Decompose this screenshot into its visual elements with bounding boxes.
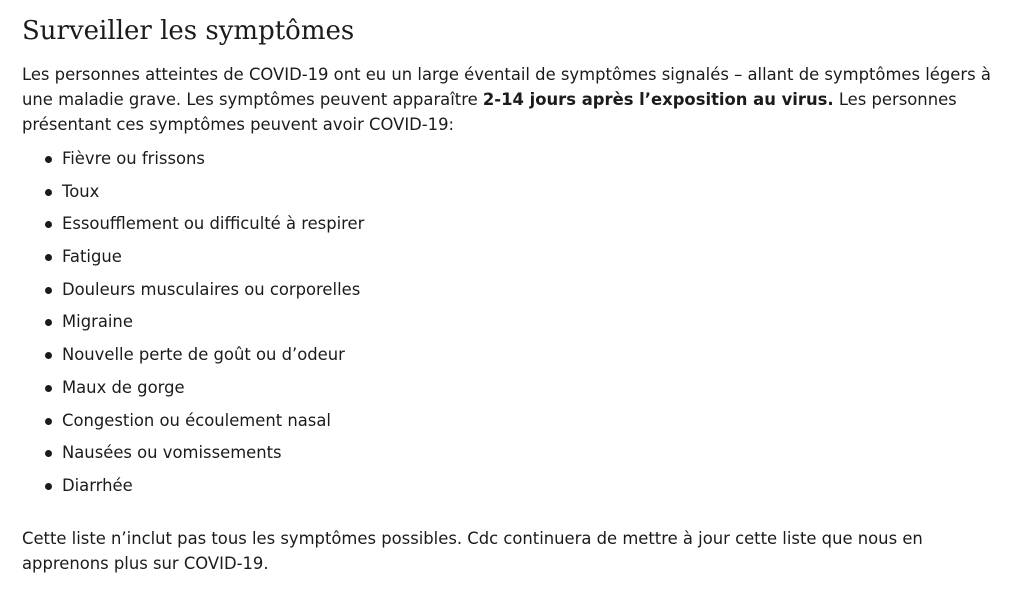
bullet-icon	[45, 319, 52, 326]
list-item	[22, 312, 1012, 345]
list-item	[22, 149, 1012, 182]
intro-text-part2: Les personnes présentant ces symptômes peuvent avoir COVID-19:	[22, 90, 957, 134]
bullet-icon	[45, 385, 52, 392]
symptom-label: Essoufflement ou difficulté à respirer	[62, 214, 365, 234]
symptom-label: Diarrhée	[62, 475, 133, 495]
symptom-label: Fièvre ou frissons	[62, 149, 205, 168]
bullet-icon	[45, 418, 52, 425]
list-item	[22, 411, 1012, 444]
symptom-label: Nausées ou vomissements	[62, 443, 282, 463]
symptoms-section	[22, 12, 1012, 573]
bullet-icon	[45, 483, 52, 490]
list-item	[22, 182, 1012, 215]
bullet-icon	[45, 450, 52, 457]
intro-text-bold: 2-14 jours après l’exposition au virus.	[482, 90, 834, 109]
intro-paragraph	[22, 62, 1012, 137]
symptom-label: Toux	[62, 181, 100, 201]
bullet-icon	[45, 189, 52, 196]
list-item	[22, 443, 1012, 476]
list-item	[22, 378, 1012, 411]
page-title: Surveiller les symptômes	[22, 16, 355, 46]
intro-text-part1: Les personnes atteintes de COVID-19 ont eu un large éventail de symptômes signalés – allant de symptômes légers à une maladie grave. Les symptômes peuvent apparaître	[22, 65, 991, 109]
list-item	[22, 214, 1012, 247]
symptom-label: Nouvelle perte de goût ou d’odeur	[62, 345, 345, 365]
bullet-icon	[45, 352, 52, 359]
bullet-icon	[45, 156, 52, 163]
symptom-label: Douleurs musculaires ou corporelles	[62, 279, 361, 299]
bullet-icon	[45, 287, 52, 294]
list-item	[22, 476, 1012, 509]
symptom-label: Fatigue	[62, 247, 122, 267]
bullet-icon	[45, 221, 52, 228]
list-item	[22, 247, 1012, 280]
footer-paragraph: Cette liste n’inclut pas tous les symptômes possibles. Cdc continuera de mettre à jour cette liste que nous en apprenons plus sur COVID-19.	[22, 529, 923, 573]
symptom-label: Migraine	[62, 312, 133, 332]
symptom-label: Congestion ou écoulement nasal	[62, 410, 331, 430]
list-item	[22, 280, 1012, 313]
symptom-label: Maux de gorge	[62, 377, 185, 397]
bullet-icon	[45, 254, 52, 261]
symptoms-list	[22, 149, 1012, 509]
list-item	[22, 345, 1012, 378]
